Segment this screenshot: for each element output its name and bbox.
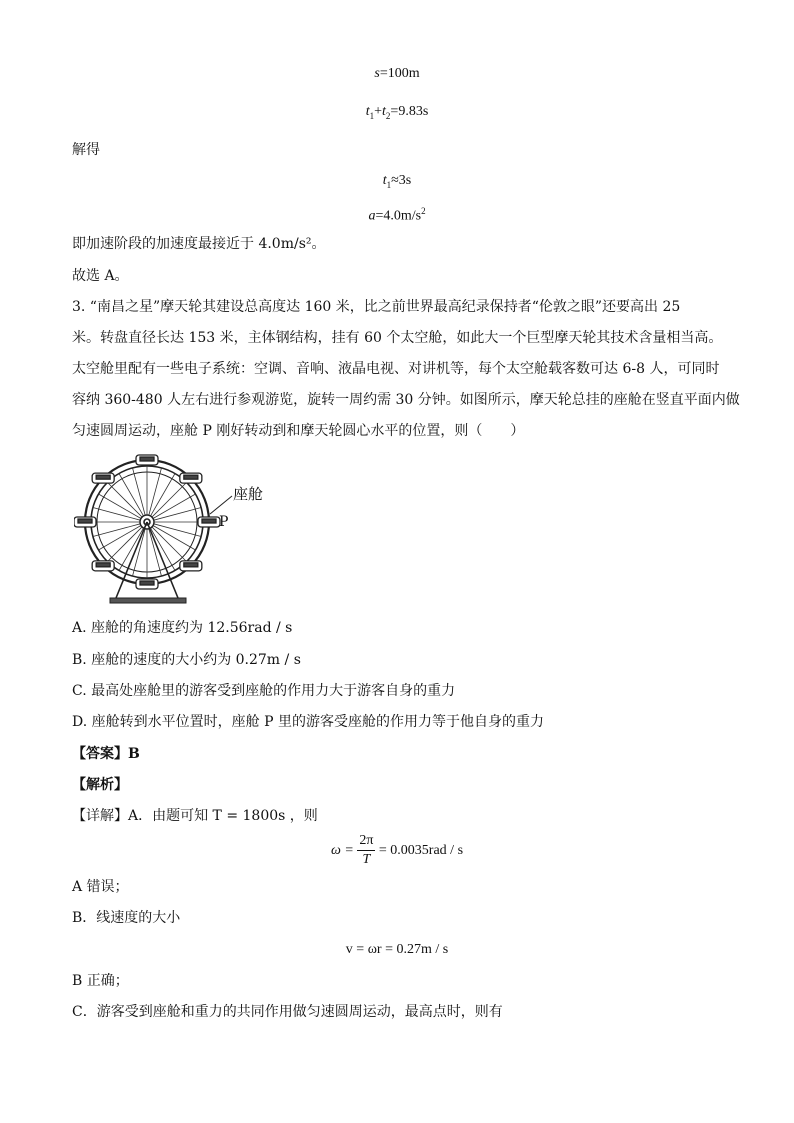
- ferris-wheel-figure: [74, 452, 274, 607]
- detail-line: 【详解】A．由题可知 T = 1800s ，则: [72, 808, 318, 824]
- option-b: B. 座舱的速度的大小约为 0.27m / s: [72, 652, 301, 668]
- option-a: A. 座舱的角速度约为 12.56rad / s: [72, 620, 293, 636]
- question-line-2: 米。转盘直径长达 153 米，主体钢结构，挂有 60 个太空舱，如此大一个巨型摩天轮其技术含量相当高。: [72, 330, 723, 346]
- velocity-equation: v = ωr = 0.27m / s: [345, 942, 449, 957]
- a-wrong-text: A 错误；: [72, 879, 129, 895]
- cabin: [180, 561, 202, 571]
- omega-fraction: [357, 832, 375, 869]
- option-d: D. 座舱转到水平位置时，座舱 P 里的游客受座舱的作用力等于他自身的重力: [72, 714, 544, 730]
- cabin: [92, 561, 114, 571]
- cabin: [136, 579, 158, 589]
- equation-acceleration: $a=4.0m/s^2$: [368, 206, 426, 224]
- ferris-wheel-diagram: [74, 452, 274, 607]
- wheel-spoke: [152, 527, 187, 562]
- cabin-label: 座舱: [233, 485, 264, 503]
- cabin: [136, 455, 158, 465]
- b-right-text: B 正确；: [72, 973, 129, 989]
- option-c: C. 最高处座舱里的游客受到座舱的作用力大于游客自身的重力: [72, 683, 456, 699]
- conclusion-text: 即加速阶段的加速度最接近于 4.0m/s²。: [72, 236, 326, 252]
- cabin: [180, 473, 202, 483]
- question-line-5: 匀速圆周运动，座舱 P 刚好转动到和摩天轮圆心水平的位置，则（ ）: [72, 423, 525, 439]
- equation-acceleration-value: =4.0m/s: [375, 208, 422, 224]
- equation-t1-value: ≈3s: [391, 173, 412, 188]
- solve-label: 解得: [72, 142, 100, 158]
- omega-equation: [0, 832, 794, 870]
- b-intro-text: B．线速度的大小: [72, 910, 181, 926]
- equation-time-sum-value: =9.83s: [390, 104, 429, 119]
- omega-rhs: = 0.0035rad / s: [378, 843, 464, 858]
- question-line-1: 3. “南昌之星”摩天轮其建设总高度达 160 米，比之前世界最高纪录保持者“伦敦之眼”还要高出 25: [72, 299, 681, 315]
- omega-denominator: T: [362, 852, 371, 868]
- omega-lhs: ω =: [330, 843, 354, 858]
- choice-line: 故选 A。: [72, 268, 129, 284]
- point-p-label: P: [219, 514, 229, 530]
- equation-acceleration-exponent: 2: [421, 206, 426, 216]
- equation-t1: $t_1\approx 3s$: [382, 173, 412, 190]
- question-line-3: 太空舱里配有一些电子系统：空调、音响、液晶电视、对讲机等，每个太空舱载客数可达 6-8 人，可同时: [72, 361, 720, 377]
- cabin: [74, 517, 96, 527]
- wheel-spoke: [107, 527, 142, 562]
- equation-distance: s=100m: [374, 66, 420, 81]
- equation-time-sum: $t_1+t_2=9.83s$: [365, 104, 429, 121]
- cabin: [198, 517, 220, 527]
- wheel-spoke: [152, 482, 187, 517]
- analysis-label: 【解析】: [72, 777, 128, 793]
- answer-text: 【答案】B: [72, 746, 140, 762]
- wheel-spoke: [107, 482, 142, 517]
- question-line-4: 容纳 360-480 人左右进行参观游览，旋转一周约需 30 分钟。如图所示，摩天轮总挂的座舱在竖直平面内做: [72, 392, 740, 408]
- cabin: [92, 473, 114, 483]
- omega-numerator: 2π: [357, 832, 375, 851]
- c-line-text: C．游客受到座舱和重力的共同作用做匀速圆周运动，最高点时，则有: [72, 1004, 503, 1020]
